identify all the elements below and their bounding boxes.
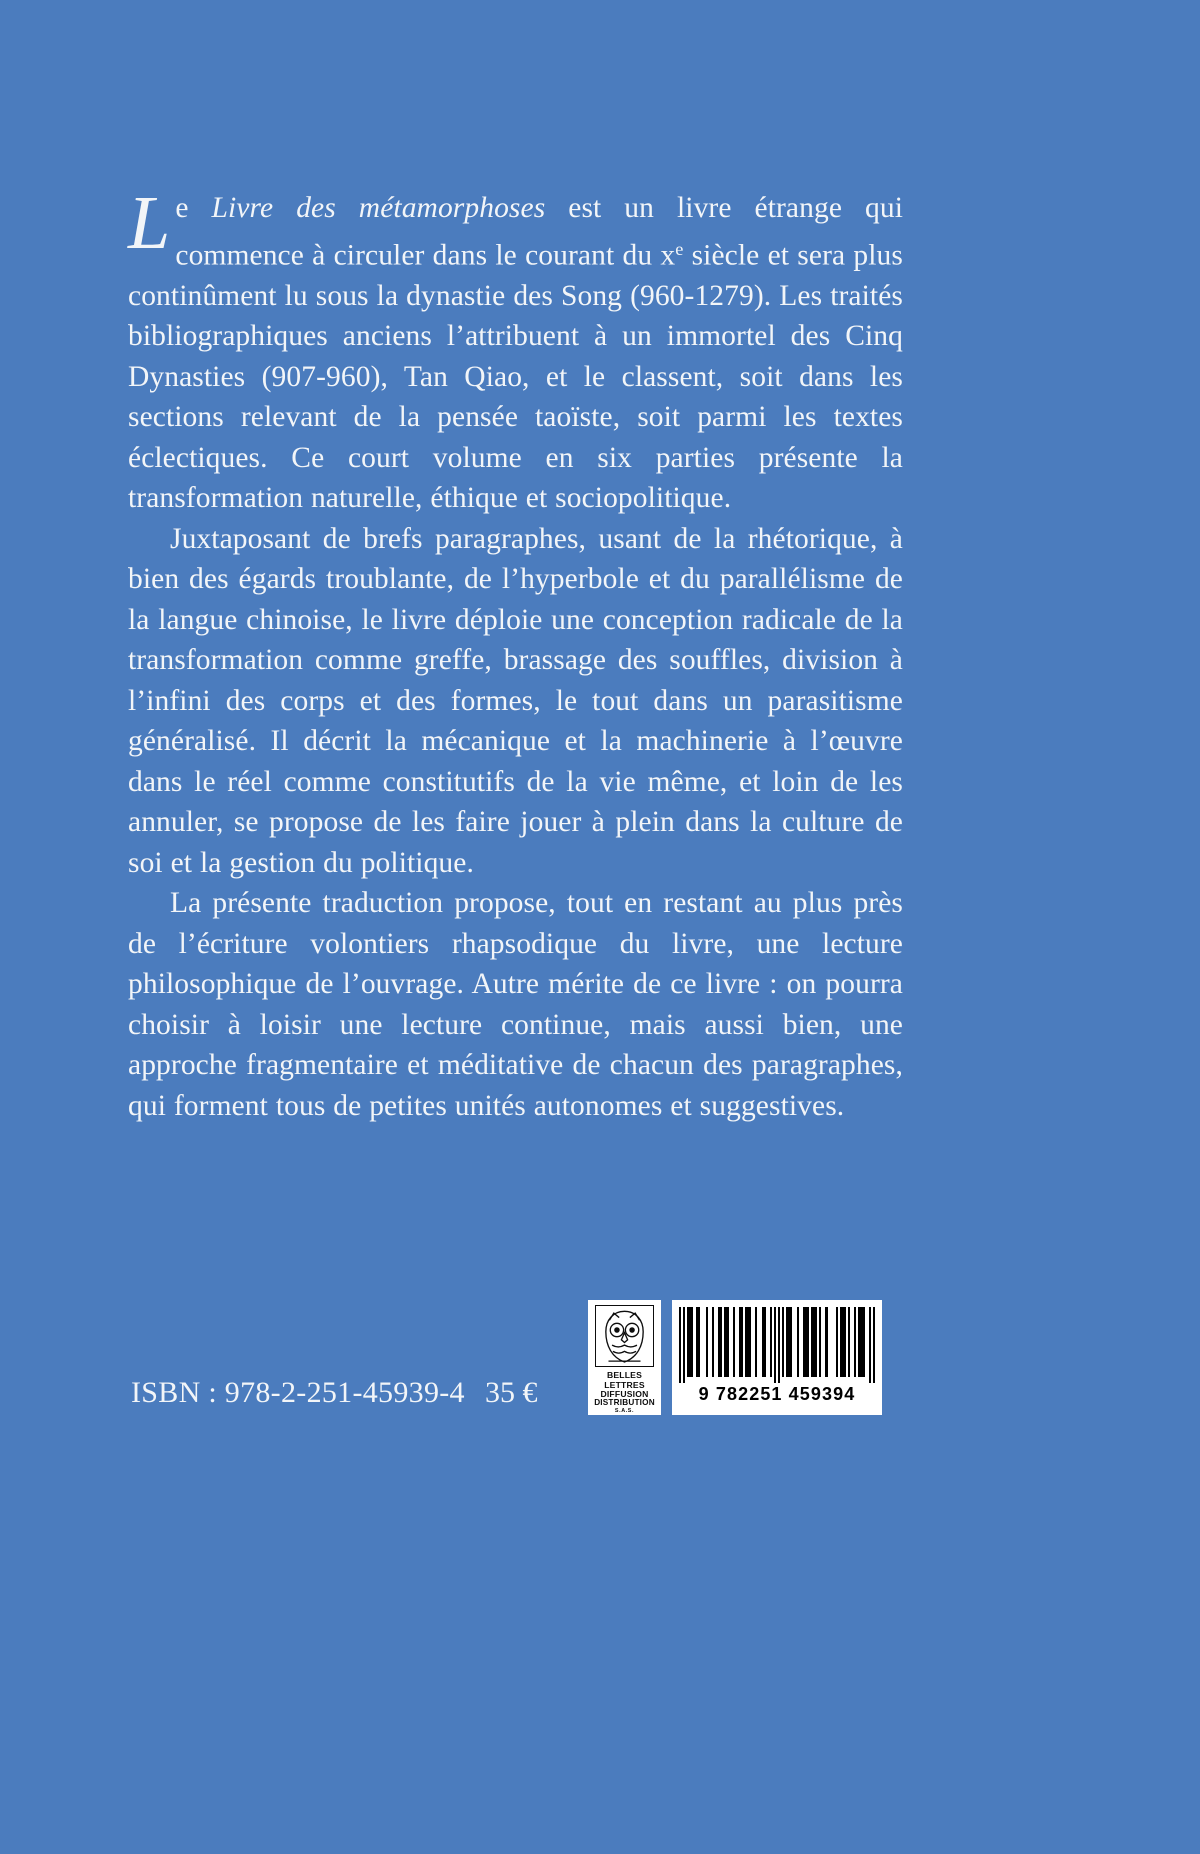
referenced-book-title: Livre des métamorphoses: [211, 192, 546, 224]
paragraph-1-text-b: siècle et sera plus continûment lu sous la dynastie des Song (960-1279). Les traités bibliographiques anciens l’attribuent à un immortel des Cinq Dynasties (907-960), Tan Qiao, et le classent, soit dans les sections relevant de la pensée taoïste, soit parmi les textes éclectiques. Ce court volume en six parties présente la transformation naturelle, éthique et sociopolitique.: [128, 239, 903, 514]
blurb-paragraph-3: La présente traduction propose, tout en restant au plus près de l’écriture volontiers rhapsodique du livre, une lecture philosophique de l’ouvrage. Autre mérite de ce livre : on pourra choisir à loisir une lecture continue, mais aussi bien, une approche fragmentaire et méditative de chacun des paragraphes, qui forment tous de petites unités autonomes et suggestives.: [128, 887, 903, 1122]
publisher-logo-line-1: BELLES LETTRES: [604, 1370, 645, 1390]
owl-icon: [595, 1305, 654, 1367]
ean13-barcode: [672, 1300, 882, 1415]
blurb-paragraph-2: Juxtaposant de brefs paragraphes, usant de la rhétorique, à bien des égards troublante, de l’hyperbole et du parallélisme de la langue chinoise, le livre déploie une conception radicale de la transformation comme greffe, brassage des souffles, division à l’infini des corps et des formes, le tout dans un parasitisme généralisé. Il décrit la mécanique et la machinerie à l’œuvre dans le réel comme constitutifs de la vie même, et loin de les annuler, se propose de les faire jouer à plein dans la culture de soi et la gestion du politique.: [128, 522, 903, 879]
barcode-digits: 9 782251 459394: [698, 1384, 856, 1404]
publisher-logo: [588, 1300, 661, 1415]
drop-cap-letter: L: [128, 181, 171, 265]
publisher-logo-line-3: DISTRIBUTION: [594, 1398, 655, 1408]
paragraph-1-text-a: est un livre étrange qui commence à circuler dans le courant du x: [175, 192, 903, 271]
paragraph-1-lead-in: e: [175, 192, 212, 224]
isbn-text: ISBN : 978-2-251-45939-4: [131, 1376, 465, 1409]
price-text: 35 €: [485, 1376, 538, 1409]
ordinal-superscript: e: [675, 238, 684, 259]
publisher-logo-line-4: S.A.S.: [614, 1408, 635, 1415]
blurb-text-block: [128, 181, 903, 1126]
barcode-bars: [679, 1307, 875, 1383]
cover-footer: [0, 1290, 1200, 1450]
blurb-paragraph-1: [128, 181, 903, 519]
publisher-logo-wordmark: [588, 1371, 661, 1415]
publisher-logo-line-2: DIFFUSION: [600, 1389, 649, 1400]
